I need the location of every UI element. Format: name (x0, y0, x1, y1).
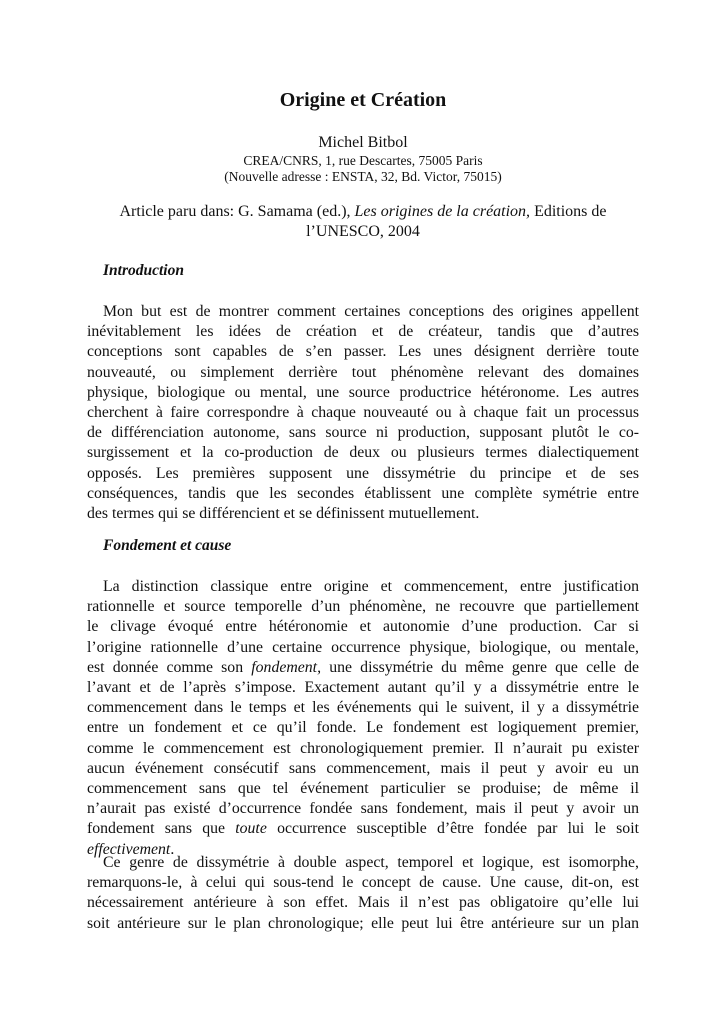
emphasis-fondement: fondement, (251, 658, 322, 676)
author-new-address: (Nouvelle adresse : ENSTA, 32, Bd. Victor, 75015) (224, 169, 502, 184)
text-fragment: est donnée comme son (87, 658, 252, 676)
text-line: rationnelle et source temporelle d’un phénomène, ne recouvre que partiellement (87, 598, 639, 616)
text-line: opposés. Les premières supposent une dissymétrie du principe et de ses (87, 464, 639, 482)
text-line: commencement dans le temps et les événements qui le suivent, il y a dissymétrie (87, 699, 639, 717)
emphasis-toute: toute (235, 820, 267, 838)
text-line: remarquons-le, à celui qui sous-tend le concept de cause. Une cause, dit-on, est (87, 874, 639, 892)
text-line: aucun événement consécutif sans commencement, mais il peut y avoir eu un (87, 759, 639, 777)
publication-suffix: Editions de (530, 203, 607, 220)
text-line: surgissement et la co-production de deux ou plusieurs termes dialectiquement (87, 444, 639, 462)
text-fragment: fondement sans que (87, 820, 236, 838)
text-line: cherchent à faire correspondre à chaque nouveauté ou à chaque fait un processus (87, 404, 639, 422)
fondement-paragraph-2 (87, 853, 639, 934)
text-line: conceptions sont capables de s’en passer. Les unes désignent derrière toute (87, 343, 639, 361)
text-line: l’avant et de l’après s’impose. Exactement autant qu’il y a dissymétrie entre le (87, 679, 639, 697)
text-line: conséquences, tandis que les secondes établissent une complète symétrie entre (87, 484, 639, 502)
author-affiliation: CREA/CNRS, 1, rue Descartes, 75005 Paris (243, 153, 483, 168)
text-line: le clivage évoqué entre hétéronomie et autonomie d’une production. Car si (87, 618, 639, 636)
text-fragment: occurrence susceptible d’être fondée par lui le soit (266, 820, 639, 838)
emphasis-effectivement: effectivement (87, 840, 171, 858)
text-line: commencement sans que tel événement particulier se produise; de même il (87, 780, 639, 798)
text-line: nouveauté, ou simplement derrière tout phénomène relevant des domaines (87, 363, 639, 381)
author-name: Michel Bitbol (318, 134, 408, 151)
text-fragment: . (170, 840, 175, 858)
text-line: entre un fondement et ce qu’il fonde. Le fondement est logiquement premier, (87, 719, 639, 737)
section-heading-introduction: Introduction (103, 262, 184, 279)
text-line: n’aurait pas existé d’occurrence fondée sans fondement, mais il peut y avoir un (87, 800, 639, 818)
text-line: inévitablement les idées de création et de créateur, tandis que d’autres (87, 323, 639, 341)
publication-book-title: Les origines de la création, (354, 203, 531, 220)
introduction-paragraph (87, 302, 639, 524)
publication-prefix: Article paru dans: G. Samama (ed.), (119, 203, 355, 220)
text-fragment: une dissymétrie du même genre que celle de (321, 658, 639, 676)
publication-line-1 (87, 202, 639, 222)
text-line: Mon but est de montrer comment certaines conceptions des origines appellent (103, 303, 639, 320)
publication-note (87, 202, 639, 242)
fondement-paragraph-1 (87, 577, 639, 860)
section-heading-fondement: Fondement et cause (103, 537, 232, 554)
text-line: Ce genre de dissymétrie à double aspect, temporel et logique, est isomorphe, (103, 854, 639, 871)
publication-line-2: l’UNESCO, 2004 (306, 223, 420, 240)
text-line: de différenciation autonome, sans source ni production, supposant plutôt le co- (87, 424, 639, 442)
text-line: nécessairement antérieure à son effet. Mais il n’est pas obligatoire qu’elle lui (87, 894, 639, 912)
text-line: La distinction classique entre origine et commencement, entre justification (103, 578, 639, 595)
paper-title: Origine et Création (279, 89, 447, 111)
text-line: des termes qui se différencient et se définissent mutuellement. (87, 505, 480, 523)
text-line: l’origine rationnelle d’une certaine occurrence physique, biologique, ou mentale, (87, 638, 639, 656)
text-line: soit antérieure sur le plan chronologique; elle peut lui être antérieure sur un plan (87, 914, 639, 932)
text-line: comme le commencement est chronologiquement premier. Il n’aurait pu exister (87, 739, 639, 757)
text-line: physique, biologique ou mental, une source productrice hétéronome. Les autres (87, 383, 639, 401)
text-line (87, 819, 639, 839)
text-line (87, 658, 639, 678)
